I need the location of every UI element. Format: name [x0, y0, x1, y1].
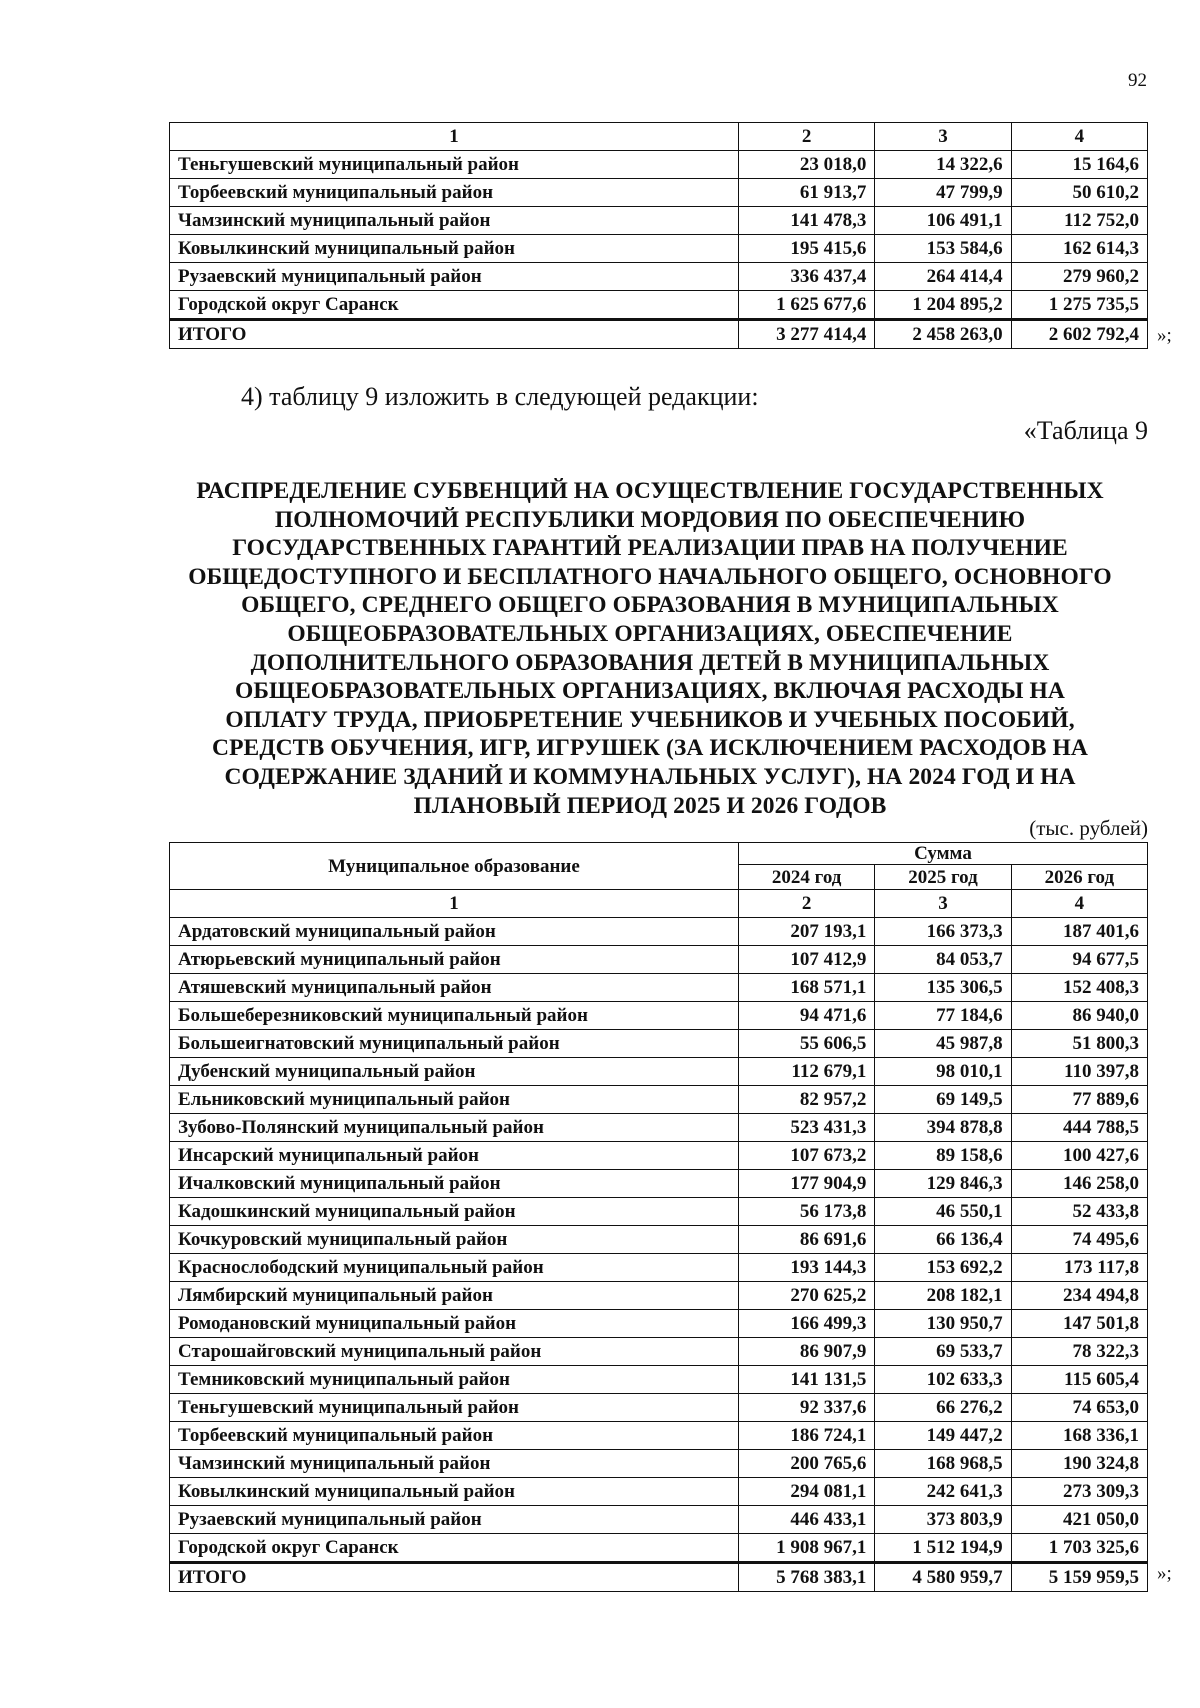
table-title — [160, 477, 1140, 820]
municipality-name: Зубово-Полянский муниципальный район — [170, 1114, 739, 1142]
closing-quote-prev: »; — [1157, 325, 1172, 346]
value-2026: 100 427,6 — [1011, 1142, 1147, 1170]
value-2024: 1 625 677,6 — [739, 291, 875, 320]
value-2026: 152 408,3 — [1011, 974, 1147, 1002]
value-2025: 2 458 263,0 — [875, 320, 1011, 349]
value-2025: 69 149,5 — [875, 1086, 1011, 1114]
value-2024: 446 433,1 — [739, 1506, 875, 1534]
title-line: ДОПОЛНИТЕЛЬНОГО ОБРАЗОВАНИЯ ДЕТЕЙ В МУНИЦИПАЛЬНЫХ — [250, 649, 1050, 676]
value-2026: 74 495,6 — [1011, 1226, 1147, 1254]
value-2026: 273 309,3 — [1011, 1478, 1147, 1506]
value-2026: 86 940,0 — [1011, 1002, 1147, 1030]
value-2024: 107 673,2 — [739, 1142, 875, 1170]
value-2024: 86 691,6 — [739, 1226, 875, 1254]
value-2026: 78 322,3 — [1011, 1338, 1147, 1366]
table-row — [170, 974, 1148, 1002]
value-2026: 74 653,0 — [1011, 1394, 1147, 1422]
value-2024: 107 412,9 — [739, 946, 875, 974]
value-2025: 102 633,3 — [875, 1366, 1011, 1394]
header-2026: 2026 год — [1011, 865, 1147, 890]
total-row — [170, 1563, 1148, 1592]
title-line: ПЛАНОВЫЙ ПЕРИОД 2025 И 2026 ГОДОВ — [413, 792, 887, 819]
table-row — [170, 1254, 1148, 1282]
column-numbers-row — [170, 890, 1148, 918]
value-2026: 168 336,1 — [1011, 1422, 1147, 1450]
table-row — [170, 1366, 1148, 1394]
value-2026: 110 397,8 — [1011, 1058, 1147, 1086]
value-2024: 3 277 414,4 — [739, 320, 875, 349]
municipality-name: ИТОГО — [170, 320, 739, 349]
table-9 — [169, 842, 1148, 1592]
municipality-name: Ковылкинский муниципальный район — [170, 1478, 739, 1506]
table-row — [170, 1114, 1148, 1142]
table-row — [170, 946, 1148, 974]
municipality-name: Торбеевский муниципальный район — [170, 179, 739, 207]
table-row — [170, 1002, 1148, 1030]
title-line: ОБЩЕОБРАЗОВАТЕЛЬНЫХ ОРГАНИЗАЦИЯХ, ВКЛЮЧАЯ РАСХОДЫ НА — [235, 678, 1065, 705]
table-row — [170, 1422, 1148, 1450]
header-municipality: Муниципальное образование — [170, 843, 739, 890]
value-2025: 129 846,3 — [875, 1170, 1011, 1198]
municipality-name: Городской округ Саранск — [170, 1534, 739, 1563]
value-2026: 15 164,6 — [1011, 151, 1147, 179]
value-2024: 294 081,1 — [739, 1478, 875, 1506]
col-number: 2 — [739, 123, 875, 151]
col-number: 3 — [875, 123, 1011, 151]
value-2024: 82 957,2 — [739, 1086, 875, 1114]
municipality-name: Рузаевский муниципальный район — [170, 263, 739, 291]
municipality-name: Большеигнатовский муниципальный район — [170, 1030, 739, 1058]
value-2025: 98 010,1 — [875, 1058, 1011, 1086]
value-2024: 177 904,9 — [739, 1170, 875, 1198]
col-number: 1 — [170, 123, 739, 151]
page-number: 92 — [1128, 70, 1147, 91]
value-2025: 149 447,2 — [875, 1422, 1011, 1450]
title-line: ОБЩЕГО, СРЕДНЕГО ОБЩЕГО ОБРАЗОВАНИЯ В МУНИЦИПАЛЬНЫХ — [241, 592, 1059, 619]
value-2025: 373 803,9 — [875, 1506, 1011, 1534]
item-4-text: 4) таблицу 9 изложить в следующей редакции: — [241, 382, 759, 411]
header-2024: 2024 год — [739, 865, 875, 890]
table-row — [170, 235, 1148, 263]
value-2026: 1 275 735,5 — [1011, 291, 1147, 320]
municipality-name: Торбеевский муниципальный район — [170, 1422, 739, 1450]
col-number: 3 — [875, 890, 1011, 918]
table-row — [170, 263, 1148, 291]
value-2026: 115 605,4 — [1011, 1366, 1147, 1394]
municipality-name: Старошайговский муниципальный район — [170, 1338, 739, 1366]
value-2026: 1 703 325,6 — [1011, 1534, 1147, 1563]
value-2025: 166 373,3 — [875, 918, 1011, 946]
value-2025: 69 533,7 — [875, 1338, 1011, 1366]
value-2025: 77 184,6 — [875, 1002, 1011, 1030]
value-2025: 153 584,6 — [875, 235, 1011, 263]
value-2024: 92 337,6 — [739, 1394, 875, 1422]
value-2025: 4 580 959,7 — [875, 1563, 1011, 1592]
value-2025: 1 204 895,2 — [875, 291, 1011, 320]
table-row — [170, 1450, 1148, 1478]
table-row — [170, 918, 1148, 946]
table-label: «Таблица 9 — [1023, 416, 1148, 445]
title-line: ОБЩЕДОСТУПНОГО И БЕСПЛАТНОГО НАЧАЛЬНОГО ОБЩЕГО, ОСНОВНОГО — [188, 563, 1112, 590]
value-2026: 5 159 959,5 — [1011, 1563, 1147, 1592]
title-line: ОБЩЕОБРАЗОВАТЕЛЬНЫХ ОРГАНИЗАЦИЯХ, ОБЕСПЕЧЕНИЕ — [287, 620, 1013, 647]
value-2024: 207 193,1 — [739, 918, 875, 946]
table-row — [170, 1086, 1148, 1114]
table-row — [170, 1338, 1148, 1366]
municipality-name: Дубенский муниципальный район — [170, 1058, 739, 1086]
municipality-name: Теньгушевский муниципальный район — [170, 151, 739, 179]
table-row — [170, 1534, 1148, 1563]
municipality-name: Чамзинский муниципальный район — [170, 1450, 739, 1478]
municipality-name: Ромодановский муниципальный район — [170, 1310, 739, 1338]
closing-quote-table9: »; — [1157, 1563, 1172, 1584]
value-2026: 94 677,5 — [1011, 946, 1147, 974]
value-2024: 200 765,6 — [739, 1450, 875, 1478]
value-2024: 336 437,4 — [739, 263, 875, 291]
municipality-name: Городской округ Саранск — [170, 291, 739, 320]
value-2025: 242 641,3 — [875, 1478, 1011, 1506]
value-2026: 50 610,2 — [1011, 179, 1147, 207]
table-previous-continuation — [169, 122, 1148, 349]
value-2025: 208 182,1 — [875, 1282, 1011, 1310]
value-2025: 168 968,5 — [875, 1450, 1011, 1478]
value-2024: 23 018,0 — [739, 151, 875, 179]
header-sum: Сумма — [739, 843, 1148, 865]
value-2025: 45 987,8 — [875, 1030, 1011, 1058]
table-row — [170, 1170, 1148, 1198]
value-2025: 14 322,6 — [875, 151, 1011, 179]
table-row — [170, 1282, 1148, 1310]
table-row — [170, 1226, 1148, 1254]
col-number: 4 — [1011, 890, 1147, 918]
value-2024: 166 499,3 — [739, 1310, 875, 1338]
municipality-name: Теньгушевский муниципальный район — [170, 1394, 739, 1422]
col-number: 2 — [739, 890, 875, 918]
value-2024: 1 908 967,1 — [739, 1534, 875, 1563]
municipality-name: ИТОГО — [170, 1563, 739, 1592]
municipality-name: Краснослободский муниципальный район — [170, 1254, 739, 1282]
title-line: РАСПРЕДЕЛЕНИЕ СУБВЕНЦИЙ НА ОСУЩЕСТВЛЕНИЕ ГОСУДАРСТВЕННЫХ — [196, 478, 1104, 504]
table-row — [170, 1394, 1148, 1422]
table-row — [170, 1506, 1148, 1534]
table-row — [170, 1478, 1148, 1506]
value-2026: 51 800,3 — [1011, 1030, 1147, 1058]
header-row-1 — [170, 843, 1148, 865]
value-2024: 61 913,7 — [739, 179, 875, 207]
value-2024: 112 679,1 — [739, 1058, 875, 1086]
table-row — [170, 1030, 1148, 1058]
value-2024: 94 471,6 — [739, 1002, 875, 1030]
municipality-name: Ардатовский муниципальный район — [170, 918, 739, 946]
value-2026: 112 752,0 — [1011, 207, 1147, 235]
column-numbers-row — [170, 123, 1148, 151]
header-2025: 2025 год — [875, 865, 1011, 890]
value-2024: 193 144,3 — [739, 1254, 875, 1282]
value-2025: 264 414,4 — [875, 263, 1011, 291]
value-2024: 270 625,2 — [739, 1282, 875, 1310]
value-2025: 47 799,9 — [875, 179, 1011, 207]
municipality-name: Ковылкинский муниципальный район — [170, 235, 739, 263]
table-row — [170, 1310, 1148, 1338]
value-2025: 66 276,2 — [875, 1394, 1011, 1422]
municipality-name: Темниковский муниципальный район — [170, 1366, 739, 1394]
value-2024: 5 768 383,1 — [739, 1563, 875, 1592]
value-2026: 77 889,6 — [1011, 1086, 1147, 1114]
municipality-name: Чамзинский муниципальный район — [170, 207, 739, 235]
municipality-name: Атюрьевский муниципальный район — [170, 946, 739, 974]
value-2024: 141 131,5 — [739, 1366, 875, 1394]
value-2026: 187 401,6 — [1011, 918, 1147, 946]
value-2024: 195 415,6 — [739, 235, 875, 263]
municipality-name: Ичалковский муниципальный район — [170, 1170, 739, 1198]
municipality-name: Рузаевский муниципальный район — [170, 1506, 739, 1534]
municipality-name: Кадошкинский муниципальный район — [170, 1198, 739, 1226]
municipality-name: Большеберезниковский муниципальный район — [170, 1002, 739, 1030]
value-2025: 89 158,6 — [875, 1142, 1011, 1170]
title-line: ГОСУДАРСТВЕННЫХ ГАРАНТИЙ РЕАЛИЗАЦИИ ПРАВ НА ПОЛУЧЕНИЕ — [232, 535, 1068, 562]
title-line: ОПЛАТУ ТРУДА, ПРИОБРЕТЕНИЕ УЧЕБНИКОВ И УЧЕБНЫХ ПОСОБИЙ, — [225, 706, 1075, 733]
value-2025: 394 878,8 — [875, 1114, 1011, 1142]
table-row — [170, 179, 1148, 207]
table-row — [170, 1198, 1148, 1226]
value-2025: 46 550,1 — [875, 1198, 1011, 1226]
value-2025: 106 491,1 — [875, 207, 1011, 235]
value-2026: 173 117,8 — [1011, 1254, 1147, 1282]
value-2024: 56 173,8 — [739, 1198, 875, 1226]
title-line: СОДЕРЖАНИЕ ЗДАНИЙ И КОММУНАЛЬНЫХ УСЛУГ), НА 2024 ГОД И НА — [224, 763, 1076, 790]
value-2026: 190 324,8 — [1011, 1450, 1147, 1478]
table-row — [170, 291, 1148, 320]
total-row — [170, 320, 1148, 349]
value-2025: 130 950,7 — [875, 1310, 1011, 1338]
value-2024: 141 478,3 — [739, 207, 875, 235]
value-2026: 279 960,2 — [1011, 263, 1147, 291]
value-2024: 86 907,9 — [739, 1338, 875, 1366]
municipality-name: Кочкуровский муниципальный район — [170, 1226, 739, 1254]
municipality-name: Лямбирский муниципальный район — [170, 1282, 739, 1310]
title-line: СРЕДСТВ ОБУЧЕНИЯ, ИГР, ИГРУШЕК (ЗА ИСКЛЮЧЕНИЕМ РАСХОДОВ НА — [212, 735, 1088, 762]
table-row — [170, 1058, 1148, 1086]
table-row — [170, 151, 1148, 179]
municipality-name: Ельниковский муниципальный район — [170, 1086, 739, 1114]
value-2026: 421 050,0 — [1011, 1506, 1147, 1534]
value-2024: 186 724,1 — [739, 1422, 875, 1450]
value-2025: 1 512 194,9 — [875, 1534, 1011, 1563]
units-label: (тыс. рублей) — [1029, 816, 1148, 840]
value-2026: 234 494,8 — [1011, 1282, 1147, 1310]
value-2026: 444 788,5 — [1011, 1114, 1147, 1142]
col-number: 1 — [170, 890, 739, 918]
value-2026: 162 614,3 — [1011, 235, 1147, 263]
value-2026: 2 602 792,4 — [1011, 320, 1147, 349]
value-2024: 168 571,1 — [739, 974, 875, 1002]
municipality-name: Атяшевский муниципальный район — [170, 974, 739, 1002]
value-2025: 84 053,7 — [875, 946, 1011, 974]
value-2024: 55 606,5 — [739, 1030, 875, 1058]
table-row — [170, 1142, 1148, 1170]
value-2024: 523 431,3 — [739, 1114, 875, 1142]
col-number: 4 — [1011, 123, 1147, 151]
value-2026: 146 258,0 — [1011, 1170, 1147, 1198]
value-2025: 153 692,2 — [875, 1254, 1011, 1282]
table-row — [170, 207, 1148, 235]
value-2026: 147 501,8 — [1011, 1310, 1147, 1338]
municipality-name: Инсарский муниципальный район — [170, 1142, 739, 1170]
title-line: ПОЛНОМОЧИЙ РЕСПУБЛИКИ МОРДОВИЯ ПО ОБЕСПЕЧЕНИЮ — [274, 506, 1026, 533]
value-2025: 135 306,5 — [875, 974, 1011, 1002]
value-2025: 66 136,4 — [875, 1226, 1011, 1254]
value-2026: 52 433,8 — [1011, 1198, 1147, 1226]
